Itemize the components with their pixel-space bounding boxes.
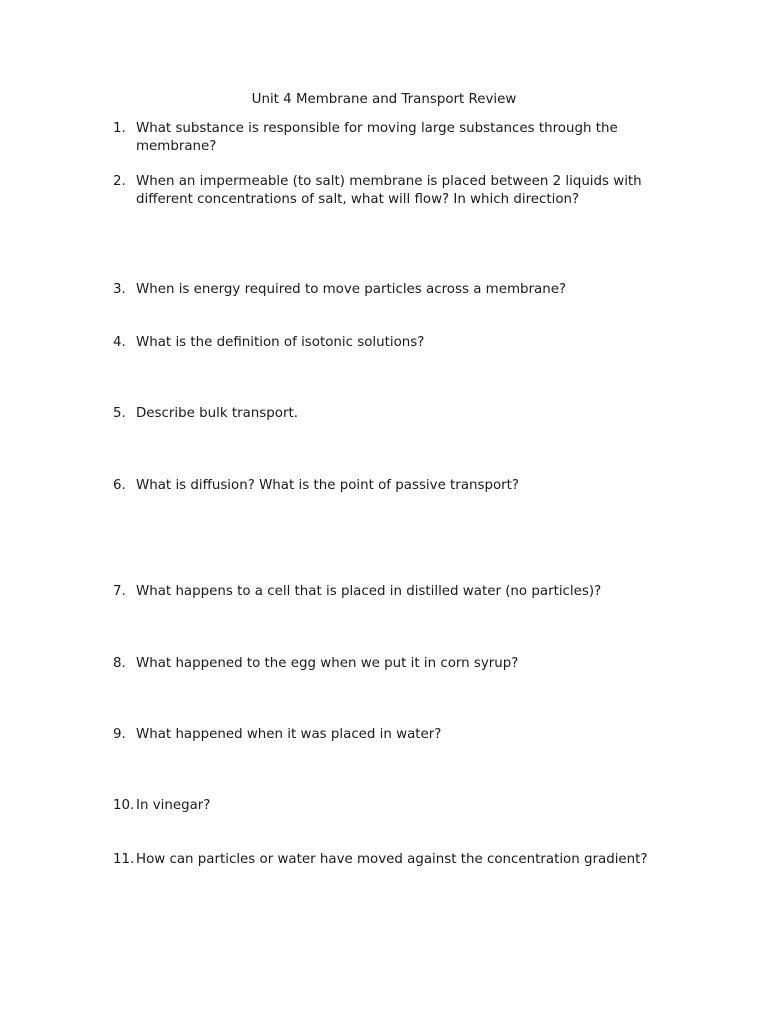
question-text: What happened to the egg when we put it in corn syrup?	[136, 656, 519, 671]
question-text: What is diffusion? What is the point of passive transport?	[136, 478, 520, 493]
question-text: How can particles or water have moved against the concentration gradient?	[136, 852, 648, 867]
question-number: 10.	[113, 798, 135, 813]
question-number: 2.	[113, 174, 126, 189]
question-number: 11.	[113, 852, 135, 867]
question-text: What happens to a cell that is placed in distilled water (no particles)?	[136, 584, 602, 599]
question-number: 6.	[113, 478, 126, 493]
question-text: What is the definition of isotonic solutions?	[136, 335, 425, 350]
question-number: 4.	[113, 335, 126, 350]
question-text: When an impermeable (to salt) membrane is placed between 2 liquids with different concentrations of salt, what will flow? In which direction?	[136, 174, 642, 207]
question-text: What substance is responsible for moving large substances through the membrane?	[136, 121, 618, 154]
question-number: 7.	[113, 584, 126, 599]
document-title: Unit 4 Membrane and Transport Review	[251, 92, 517, 107]
question-text: When is energy required to move particles across a membrane?	[136, 282, 567, 297]
question-text: In vinegar?	[136, 798, 211, 813]
question-number: 3.	[113, 282, 126, 297]
question-text: Describe bulk transport.	[136, 406, 298, 421]
question-number: 8.	[113, 656, 126, 671]
question-number: 1.	[113, 121, 126, 136]
question-number: 9.	[113, 727, 126, 742]
question-text: What happened when it was placed in water?	[136, 727, 442, 742]
question-number: 5.	[113, 406, 126, 421]
